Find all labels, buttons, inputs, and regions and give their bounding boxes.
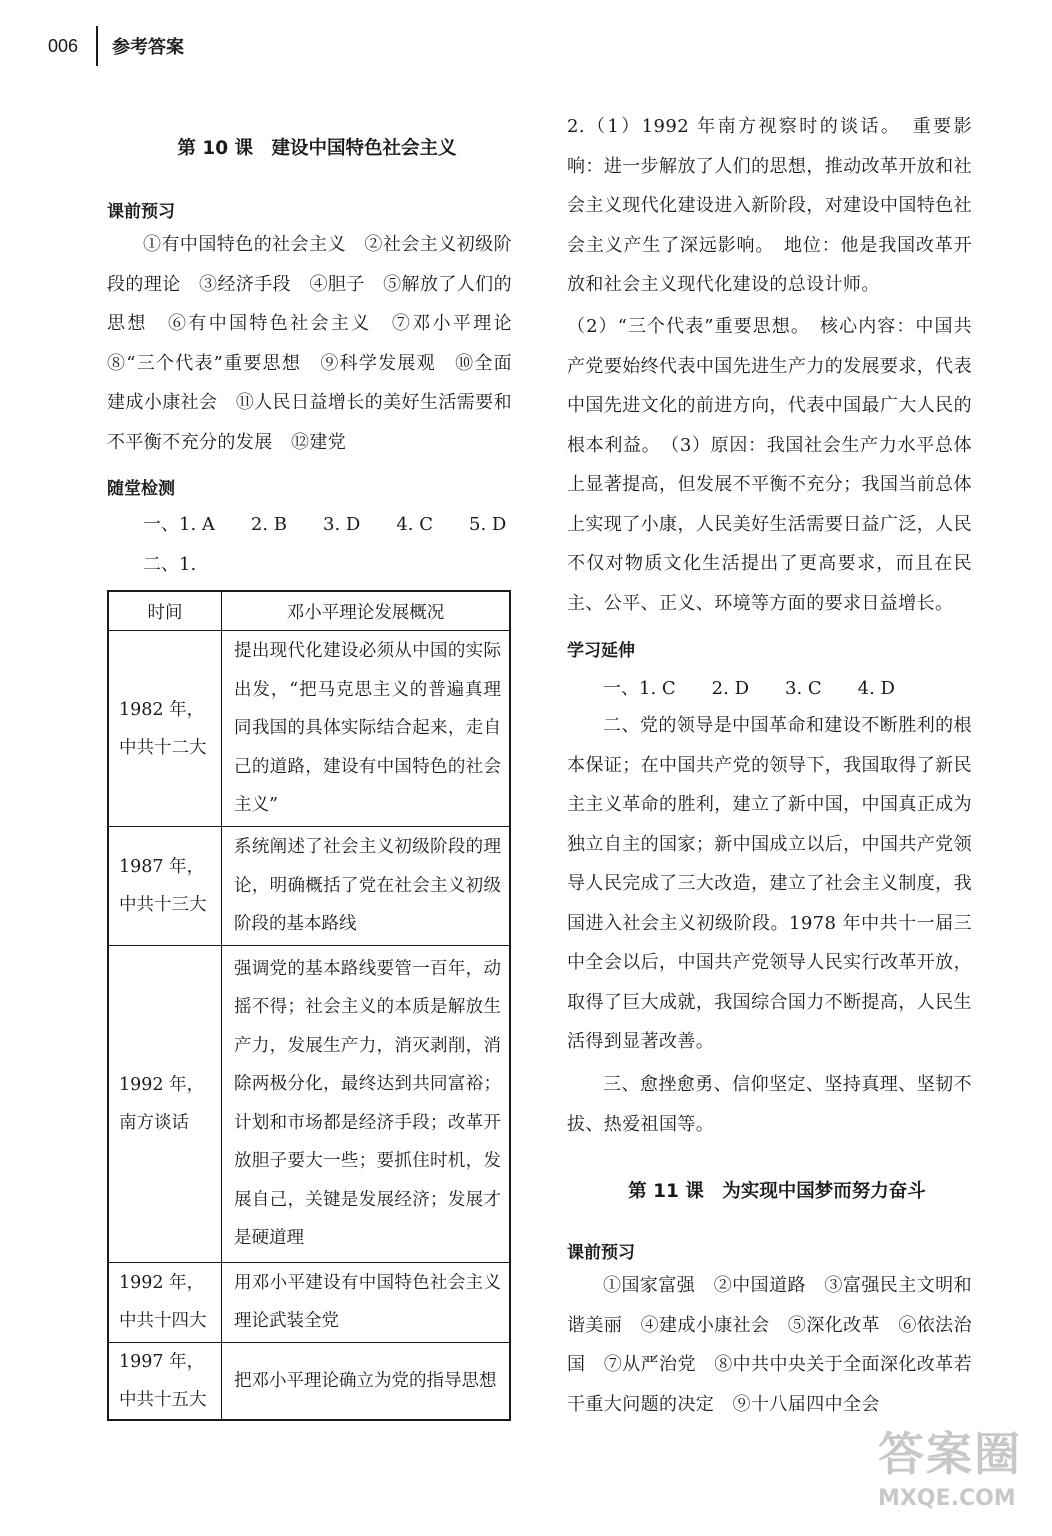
table-cell-time: 1992 年，南方谈话 [108,945,222,1262]
lesson11-title: 第 11 课 为实现中国梦而努力奋斗 [628,1181,926,1202]
table-row [108,1262,510,1342]
deng-theory-table [107,590,511,1421]
table-cell-time: 1987 年，中共十三大 [108,827,222,946]
lesson10-check-q2-2b: （2）“三个代表”重要思想。 核心内容：中国共产党要始终代表中国先进生产力的发展要求，代表中国先进文化的前进方向，代表中国最广大人民的根本利益。 （3）原因：我国社会生产力水平总体上显著提高，但发展不平衡不充分；我国当前总体上实现了小康，人民美好生活需要日益广泛，人民不仅对物质文化生活提出了更高要求，而且在民主、公平、正义、环境等方面的要求日益增长。 [567,316,972,614]
table-cell-desc: 把邓小平理论确立为党的指导思想 [222,1342,511,1420]
table-row [108,827,510,946]
lesson10-extend-heading: 学习延伸 [567,641,635,661]
lesson10-extend-q1: 一、1. C 2. D 3. C 4. D [603,678,895,699]
header-divider [96,26,98,66]
watermark-logo [878,1418,1038,1528]
table-cell-desc: 用邓小平建设有中国特色社会主义理论武装全党 [222,1262,511,1342]
lesson10-check-q2-2: 2.（1）1992 年南方视察时的谈话。 重要影响：进一步解放了人们的思想，推动改革开放和社会主义现代化建设进入新阶段，对建设中国特色社会主义产生了深远影响。 地位：他是我国改革开放和社会主义现代化建设的总设计师。 [567,116,972,295]
watermark-text: 答案圈 [878,1427,1022,1481]
header-title: 参考答案 [112,37,185,58]
table-cell-desc: 系统阐述了社会主义初级阶段的理论，明确概括了党在社会主义初级阶段的基本路线 [222,827,511,946]
table-row [108,1342,510,1420]
lesson10-title: 第 10 课 建设中国特色社会主义 [177,138,457,159]
lesson10-extend-q3: 三、愈挫愈勇、信仰坚定、坚持真理、坚韧不拔、热爱祖国等。 [567,1074,972,1135]
table-row [108,945,510,1262]
lesson10-check-heading: 随堂检测 [107,479,175,499]
lesson10-check-q2-label: 二、1. [143,554,197,575]
table-cell-time: 1982 年，中共十二大 [108,631,222,827]
table-row [108,631,510,827]
lesson10-extend-q2: 二、党的领导是中国革命和建设不断胜利的根本保证；在中国共产党的领导下，我国取得了新民主主义革命的胜利，建立了新中国，中国真正成为独立自主的国家；新中国成立以后，中国共产党领导人民完成了三大改造，建立了社会主义制度，我国进入社会主义初级阶段。1978 年中共十一届三中全会以后，中国共产党领导人民实行改革开放，取得了巨大成就，我国综合国力不断提高，人民生活得到显著改善。 [567,715,972,1052]
table-header-time: 时间 [108,591,222,631]
page-header [48,28,184,64]
lesson11-preview-text: ①国家富强 ②中国道路 ③富强民主文明和谐美丽 ④建成小康社会 ⑤深化改革 ⑥依法治国 ⑦从严治党 ⑧中共中央关于全面深化改革若干重大问题的决定 ⑨十八届四中全会 [567,1275,972,1415]
page-number: 006 [48,35,79,56]
lesson10-preview-heading: 课前预习 [107,202,175,222]
table-cell-desc: 提出现代化建设必须从中国的实际出发，“把马克思主义的普遍真理同我国的具体实际结合起来，走自己的道路，建设有中国特色的社会主义” [222,631,511,827]
table-cell-time: 1997 年，中共十五大 [108,1342,222,1420]
lesson10-check-q1: 一、1. A 2. B 3. D 4. C 5. D [143,514,507,535]
watermark-url: MXQE.COM [878,1486,1016,1511]
table-cell-desc: 强调党的基本路线要管一百年，动摇不得；社会主义的本质是解放生产力，发展生产力，消灭剥削，消除两极分化，最终达到共同富裕；计划和市场都是经济手段；改革开放胆子要大一些；要抓住时机，发展自己，关键是发展经济；发展才是硬道理 [222,945,511,1262]
table-header-desc: 邓小平理论发展概况 [222,591,511,631]
table-header-row [108,591,510,631]
table-cell-time: 1992 年，中共十四大 [108,1262,222,1342]
lesson10-preview-text: ①有中国特色的社会主义 ②社会主义初级阶段的理论 ③经济手段 ④胆子 ⑤解放了人们的思想 ⑥有中国特色社会主义 ⑦邓小平理论 ⑧“三个代表”重要思想 ⑨科学发展观 ⑩全面建成小康社会 ⑪人民日益增长的美好生活需要和不平衡不充分的发展 ⑫建党 [107,234,531,453]
lesson11-preview-heading: 课前预习 [567,1243,635,1263]
